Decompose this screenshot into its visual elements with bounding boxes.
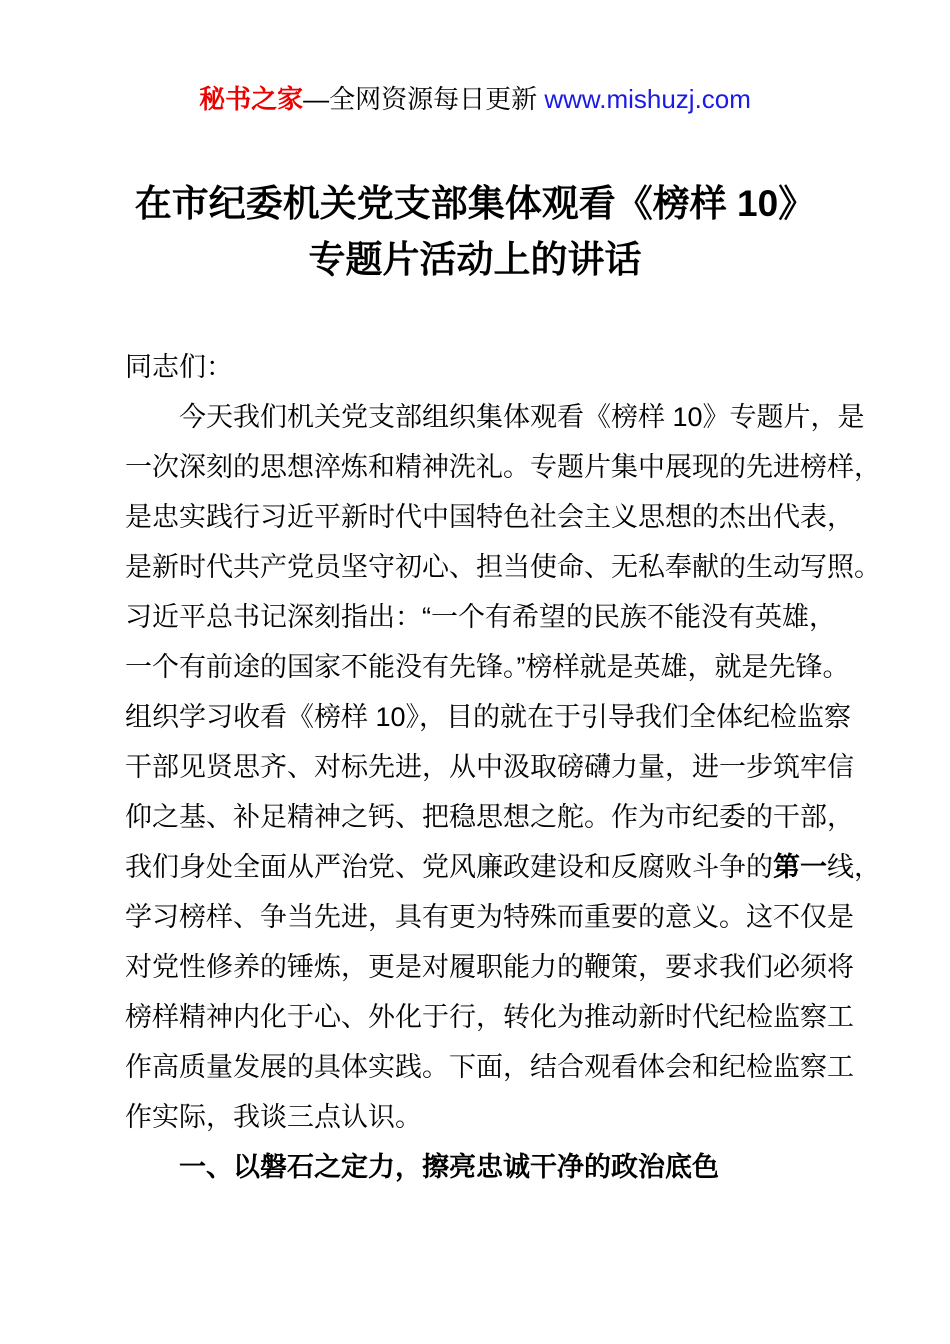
body-line: 今天我们机关党支部组织集体观看《榜样 10》专题片，是: [179, 402, 865, 432]
body-line: 一个有前途的国家不能没有先锋。”榜样就是英雄，就是先锋。: [125, 652, 850, 682]
body-line: 榜样精神内化于心、外化于行，转化为推动新时代纪检监察工: [125, 1002, 854, 1032]
body-line: 习近平总书记深刻指出：“一个有希望的民族不能没有英雄，: [125, 602, 836, 632]
body-line: 仰之基、补足精神之钙、把稳思想之舵。作为市纪委的干部，: [125, 802, 854, 832]
site-brand: 秘书之家: [199, 84, 304, 114]
body-line: 作实际，我谈三点认识。: [125, 1102, 422, 1132]
body-line: 一次深刻的思想淬炼和精神洗礼。专题片集中展现的先进榜样，: [125, 452, 881, 482]
section-heading-1: 一、以磐石之定力，擦亮忠诚干净的政治底色: [179, 1152, 719, 1182]
body-line: 是忠实践行习近平新时代中国特色社会主义思想的杰出代表，: [125, 502, 854, 532]
emphasis-text: 第一: [773, 852, 827, 882]
salutation: 同志们：: [125, 352, 233, 382]
document-body: [125, 342, 881, 1192]
body-line: 是新时代共产党员坚守初心、担当使命、无私奉献的生动写照。: [125, 552, 881, 582]
document-title-line1: 在市纪委机关党支部集体观看《榜样 10》: [134, 183, 816, 224]
document-title-line2: 专题片活动上的讲话: [308, 239, 642, 280]
document-title: [0, 176, 950, 288]
body-line: 对党性修养的锤炼，更是对履职能力的鞭策，要求我们必须将: [125, 952, 854, 982]
site-tagline: —全网资源每日更新: [303, 84, 545, 114]
body-line: 干部见贤思齐、对标先进，从中汲取磅礴力量，进一步筑牢信: [125, 752, 854, 782]
body-line: [125, 842, 881, 892]
body-line: 组织学习收看《榜样 10》，目的就在于引导我们全体纪检监察: [125, 702, 852, 732]
body-text-segment: 线，: [827, 852, 881, 882]
body-text-segment: 我们身处全面从严治党、党风廉政建设和反腐败斗争的: [125, 852, 773, 882]
body-line: 作高质量发展的具体实践。下面，结合观看体会和纪检监察工: [125, 1052, 854, 1082]
site-url-link[interactable]: www.mishuzj.com: [544, 84, 751, 114]
site-header: [0, 0, 950, 116]
body-line: 学习榜样、争当先进，具有更为特殊而重要的意义。这不仅是: [125, 902, 854, 932]
